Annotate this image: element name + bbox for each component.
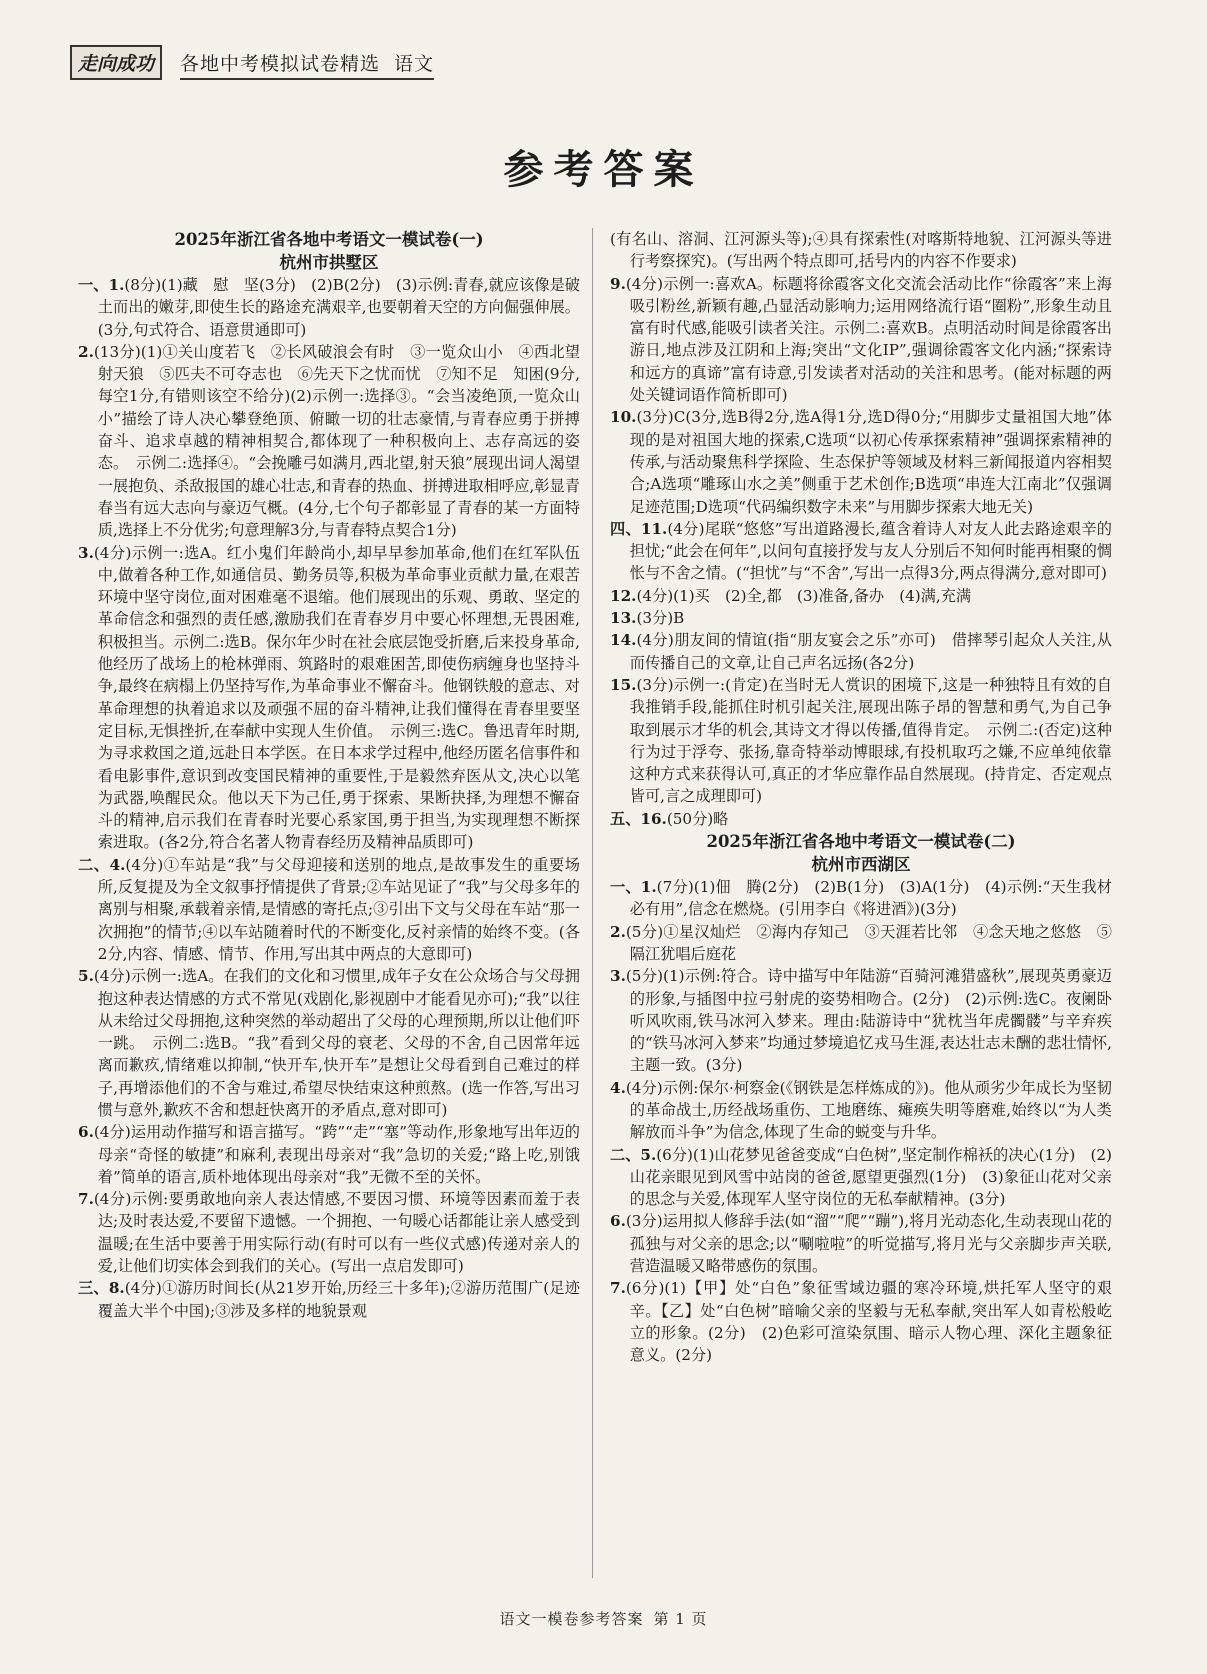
left-column <box>78 228 596 1322</box>
answer-item <box>610 808 1112 830</box>
series-title <box>180 49 434 80</box>
answer-number: 7. <box>78 1190 94 1209</box>
answer-item <box>610 1077 1112 1144</box>
answer-item <box>78 1277 580 1322</box>
answer-number: 二、5. <box>610 1145 657 1164</box>
answer-text: (5分)(1)示例:符合。诗中描写中年陆游“百骑河滩猎盛秋”,展现英勇豪迈的形象,与插图中拉弓射虎的姿势相吻合。(2分) (2)示例:选C。夜阑卧听风吹雨,铁马冰河入梦来。理由:陆游诗中“犹枕当年虎髑髅”与辛弃疾的“铁马冰河入梦来”均通过梦境追忆戎马生涯,表达壮志未酬的悲壮情怀,主题一致。(3分) <box>625 967 1112 1075</box>
answer-item <box>610 921 1112 966</box>
answer-text: (4分)①游历时间长(从21岁开始,历经三十多年);②游历范围广(足迹覆盖大半个中国);③涉及多样的地貌景观 <box>97 1279 580 1320</box>
answer-number: 一、1. <box>610 878 657 897</box>
answer-item <box>78 965 580 1121</box>
answer-item <box>610 1144 1112 1211</box>
answer-number: 6. <box>610 1212 626 1231</box>
exam2-title: 2025年浙江省各地中考语文一模试卷(二) <box>706 832 1016 852</box>
answer-number: 10. <box>610 408 637 427</box>
answer-text: (13分)(1)①关山度若飞 ②长风破浪会有时 ③一览众山小 ④西北望 射天狼 ⑤匹夫不可夺志也 ⑥先天下之忧而忧 ⑦知不足 知困(9分,每空1分,有错则该空不给分)(2)示例一:选择③。“会当凌绝顶,一览众山小”描绘了诗人决心攀登绝顶、俯瞰一切的壮志豪情,与青春应勇于拼搏奋斗、追求卓越的精神相契合,都体现了一种积极向上、志存高远的姿态。 示例二:选择④。“会挽雕弓如满月,西北望,射天狼”展现出词人渴望一展抱负、杀敌报国的雄心壮志,和青春的热血、拼搏进取相呼应,彰显青春当有远大志向与豪迈气概。(4分,七个句子都彰显了青春的某一方面特质,选择上不分优劣;句意理解3分,与青春特点契合1分) <box>93 342 596 540</box>
answer-text: (4分)示例一:选A。红小鬼们年龄尚小,却早早参加革命,他们在红军队伍中,做着各种工作,如通信员、勤务员等,积极为革命事业贡献力量,在艰苦环境中坚守岗位,面对困难毫不退缩。他们展现出的乐观、勇敢、坚定的革命信念和强烈的责任感,激励我们在青春岁月中要心怀理想,无畏困难,积极担当。示例二:选B。保尔年少时在社会底层饱受折磨,后来投身革命,他经历了战场上的枪林弹雨、筑路时的艰难困苦,即使伤病缠身也坚持斗争,最终在病榻上仍坚持写作,为革命事业不懈奋斗。他钢铁般的意志、对革命理想的执着追求以及顽强不屈的奋斗精神,让我们懂得在青春里要坚定目标,无惧挫折,在奉献中实现人生价值。 示例三:选C。鲁迅青年时期,为寻求救国之道,远赴日本学医。在日本求学过程中,他经历匿名信事件和看电影事件,意识到改变国民精神的重要性,于是毅然弃医从文,决心以笔为武器,唤醒民众。他以天下为己任,勇于探索、果断抉择,为理想不懈奋斗的精神,启示我们在青春时光要心系家国,勇于担当,为实现理想不断探索进取。(各2分,符合名著人物青春经历及精神品质即可) <box>93 543 580 852</box>
footer-text: 语文一模卷参考答案 <box>499 1610 644 1628</box>
series-name: 各地中考模拟试卷精选 <box>180 53 381 75</box>
answer-text: (4分)示例一:喜欢A。标题将徐霞客文化交流会活动比作“徐霞客”来上海吸引粉丝,新颖有趣,凸显活动影响力;运用网络流行语“圈粉”,形象生动且富有时代感,能吸引读者关注。示例二:喜欢B。点明活动时间是徐霞客出游日,地点涉及江阴和上海;突出“文化IP”,强调徐霞客文化内涵;“探索诗和远方的真谛”富有诗意,引发读者对活动的关注和思考。(能对标题的两处关键词语作简析即可) <box>625 274 1112 405</box>
answer-text: (6分)(1)山花梦见爸爸变成“白色树”,坚定制作棉袄的决心(1分) (2)山花亲眼见到风雪中站岗的爸爸,愿望更强烈(1分) (3)象征山花对父亲的思念与关爱,体现军人坚守岗位的无私奉献精神。(3分) <box>629 1145 1112 1209</box>
answer-item <box>610 585 1112 607</box>
answer-number: 15. <box>610 675 637 694</box>
answer-number: 2. <box>610 922 626 941</box>
answer-number: 5. <box>78 967 94 986</box>
answer-text: (有名山、溶洞、江河源头等);④具有探索性(对喀斯特地貌、江河源头等进行考察探究)。(写出两个特点即可,括号内的内容不作要求) <box>610 230 1112 271</box>
answer-text: (8分)(1)藏 慰 坚(3分) (2)B(2分) (3)示例:青春,就应该像是破土而出的嫩芽,即使生长的路途充满艰辛,也要朝着天空的方向倔强伸展。(3分,句式符合、语意贯通即可) <box>97 276 580 339</box>
answer-number: 五、16. <box>610 809 667 828</box>
answer-item <box>610 1277 1112 1366</box>
answer-text: (4分)运用动作描写和语言描写。“跨”“走”“塞”等动作,形象地写出年迈的母亲“奇怪的敏捷”和麻利,表现出母亲对“我”急切的关爱;“路上吃,别饿着”简单的语言,质朴地体现出母亲对“我”无微不至的关怀。 <box>93 1123 580 1186</box>
answer-item <box>610 965 1112 1076</box>
answer-number: 2. <box>78 342 94 361</box>
answer-number: 3. <box>610 967 626 986</box>
answer-text: (3分)运用拟人修辞手法(如“溜”“爬”“蹦”),将月光动态化,生动表现山花的孤独与对父亲的思念;以“唰啦啦”的听觉描写,将月光与父亲脚步声关联,营造温暖又略带感伤的氛围。 <box>625 1212 1112 1276</box>
page-footer <box>0 1608 1207 1629</box>
answer-number: 一、1. <box>78 276 125 294</box>
answer-text: (4分)示例一:选A。在我们的文化和习惯里,成年子女在公众场合与父母拥抱这种表达情感的方式不常见(戏剧化,影视剧中才能看见亦可);“我”以往从未给过父母拥抱,这种突然的举动超出了父母的心理预期,所以让他们吓一跳。 示例二:选B。“我”看到父母的衰老、父母的不舍,自己因常年远离而歉疚,情绪难以抑制,“快开车,快开车”是想让父母看到自己难过的样子,再增添他们的不舍与难过,希望尽快结束这种煎熬。(选一作答,写出习惯与意外,歉疚不舍和想赶快离开的矛盾点,意对即可) <box>93 967 580 1119</box>
answer-item <box>78 1121 580 1188</box>
answer-number: 6. <box>78 1123 94 1142</box>
answer-number: 13. <box>610 609 637 628</box>
answer-text: (4分)示例:保尔·柯察金(《钢铁是怎样炼成的》)。他从顽劣少年成长为坚韧的革命战士,历经战场重伤、工地磨练、瘫痪失明等磨难,始终以“为人类解放而斗争”为信念,体现了生命的蜕变与升华。 <box>625 1078 1112 1142</box>
answer-item <box>610 228 1112 273</box>
exam2-district: 杭州市西湖区 <box>811 855 911 875</box>
running-header <box>70 40 490 80</box>
right-column <box>610 228 1112 1367</box>
answer-text: (4分)示例:要勇敢地向亲人表达情感,不要因习惯、环境等因素而羞于表达;及时表达爱,不要留下遗憾。一个拥抱、一句暖心话都能让亲人感受到温暖;在生活中要善于用实际行动(有时可以有一些仪式感)传递对亲人的爱,让他们切实体会到我们的关心。(写出一点启发即可) <box>93 1190 580 1276</box>
answer-text: (4分)①车站是“我”与父母迎接和送别的地点,是故事发生的重要场所,反复提及为全文叙事抒情提供了背景;②车站见证了“我”与父母多年的离别与相聚,承载着亲情,是情感的寄托点;③引出下文与父母在车站“那一次拥抱”的情节;④以车站随着时代的不断变化,反衬亲情的始终不变。(各2分,内容、情感、情节、作用,写出其中两点的大意即可) <box>97 855 580 963</box>
answer-text: (3分)C(3分,选B得2分,选A得1分,选D得0分;“用脚步丈量祖国大地”体现的是对祖国大地的探索,C选项“以初心传承探索精神”强调探索精神的传承,与活动聚焦科学探险、生态保护等领域及材料三新闻报道内容相契合;A选项“雕琢山水之美”侧重于艺术创作;B选项“串连大江南北”仅强调足迹范围;D选项“代码编织数字未来”与用脚步探索大地无关) <box>629 408 1112 516</box>
answer-number: 四、11. <box>610 519 668 538</box>
left-answer-list <box>78 274 596 1322</box>
answer-text: (7分)(1)佃 腾(2分) (2)B(1分) (3)A(1分) (4)示例:“天生我材必有用”,信念在燃烧。(引用李白《将进酒》)(3分) <box>629 878 1112 919</box>
answer-number: 14. <box>610 631 637 650</box>
right-answer-list <box>610 228 1112 830</box>
answer-item <box>610 518 1112 585</box>
page-title: 参考答案 <box>503 146 704 193</box>
answer-item <box>78 341 596 542</box>
answer-text: (3分)示例一:(肯定)在当时无人赏识的困境下,这是一种独特且有效的自我推销手段,能抓住时机引起关注,展现出陈子昂的智慧和勇气,为自己争取到展示才华的机会,其诗文才得以传播,值得肯定。 示例二:(否定)这种行为过于浮夸、张扬,靠奇特举动博眼球,有投机取巧之嫌,不应单纯依靠这种方式来获得认可,真正的才华应靠作品自然展现。(持肯定、否定观点皆可,言之成理即可) <box>629 675 1112 806</box>
page-number: 第 1 页 <box>653 1610 708 1628</box>
answer-number: 12. <box>610 586 637 605</box>
subject-label: 语文 <box>394 53 435 75</box>
answer-text: (50分)略 <box>666 809 729 828</box>
answer-number: 二、4. <box>78 855 126 874</box>
answer-item <box>610 674 1112 808</box>
answer-text: (5分)①星汉灿烂 ②海内存知己 ③天涯若比邻 ④念天地之悠悠 ⑤隔江犹唱后庭花 <box>625 922 1112 963</box>
answer-item <box>610 629 1112 674</box>
right-answer-list-2 <box>610 876 1112 1367</box>
exam1-district: 杭州市拱墅区 <box>279 253 379 272</box>
answer-item <box>610 607 1112 629</box>
answer-number: 9. <box>610 274 626 293</box>
exam1-title: 2025年浙江省各地中考语文一模试卷(一) <box>174 230 484 249</box>
answer-item <box>610 1210 1112 1277</box>
answer-item <box>610 876 1112 921</box>
answer-number: 7. <box>610 1279 626 1298</box>
answer-text: (4分)(1)买 (2)全,都 (3)准备,备办 (4)满,充满 <box>636 586 972 605</box>
answer-item <box>610 406 1112 517</box>
answer-item <box>610 273 1112 407</box>
answer-number: 三、8. <box>78 1279 125 1298</box>
answer-text: (4分)朋友间的情谊(指“朋友宴会之乐”亦可) 借摔琴引起众人关注,从而传播自己的文章,让自己声名远扬(各2分) <box>629 631 1112 672</box>
answer-item <box>78 542 580 854</box>
answer-number: 4. <box>610 1078 626 1097</box>
answer-number: 3. <box>78 543 94 562</box>
answer-text: (3分)B <box>636 609 685 628</box>
answer-item <box>78 1188 580 1277</box>
answer-text: (4分)尾联“悠悠”写出道路漫长,蕴含着诗人对友人此去路途艰辛的担忧;“此会在何年”,以问句直接抒发与友人分别后不知何时能再相聚的惆怅与不舍之情。(“担忧”与“不舍”,写出一点得3分,两点得满分,意对即可) <box>629 519 1112 583</box>
answer-item <box>78 854 580 965</box>
answer-text: (6分)(1)【甲】处“白色”象征雪域边疆的寒冷环境,烘托军人坚守的艰辛。【乙】处“白色树”暗喻父亲的坚毅与无私奉献,突出军人如青松般屹立的形象。(2分) (2)色彩可渲染氛围、暗示人物心理、深化主题象征意义。(2分) <box>625 1279 1112 1365</box>
column-divider <box>592 228 593 1578</box>
answer-item <box>78 274 580 341</box>
brand-logo: 走向成功 <box>70 45 162 80</box>
